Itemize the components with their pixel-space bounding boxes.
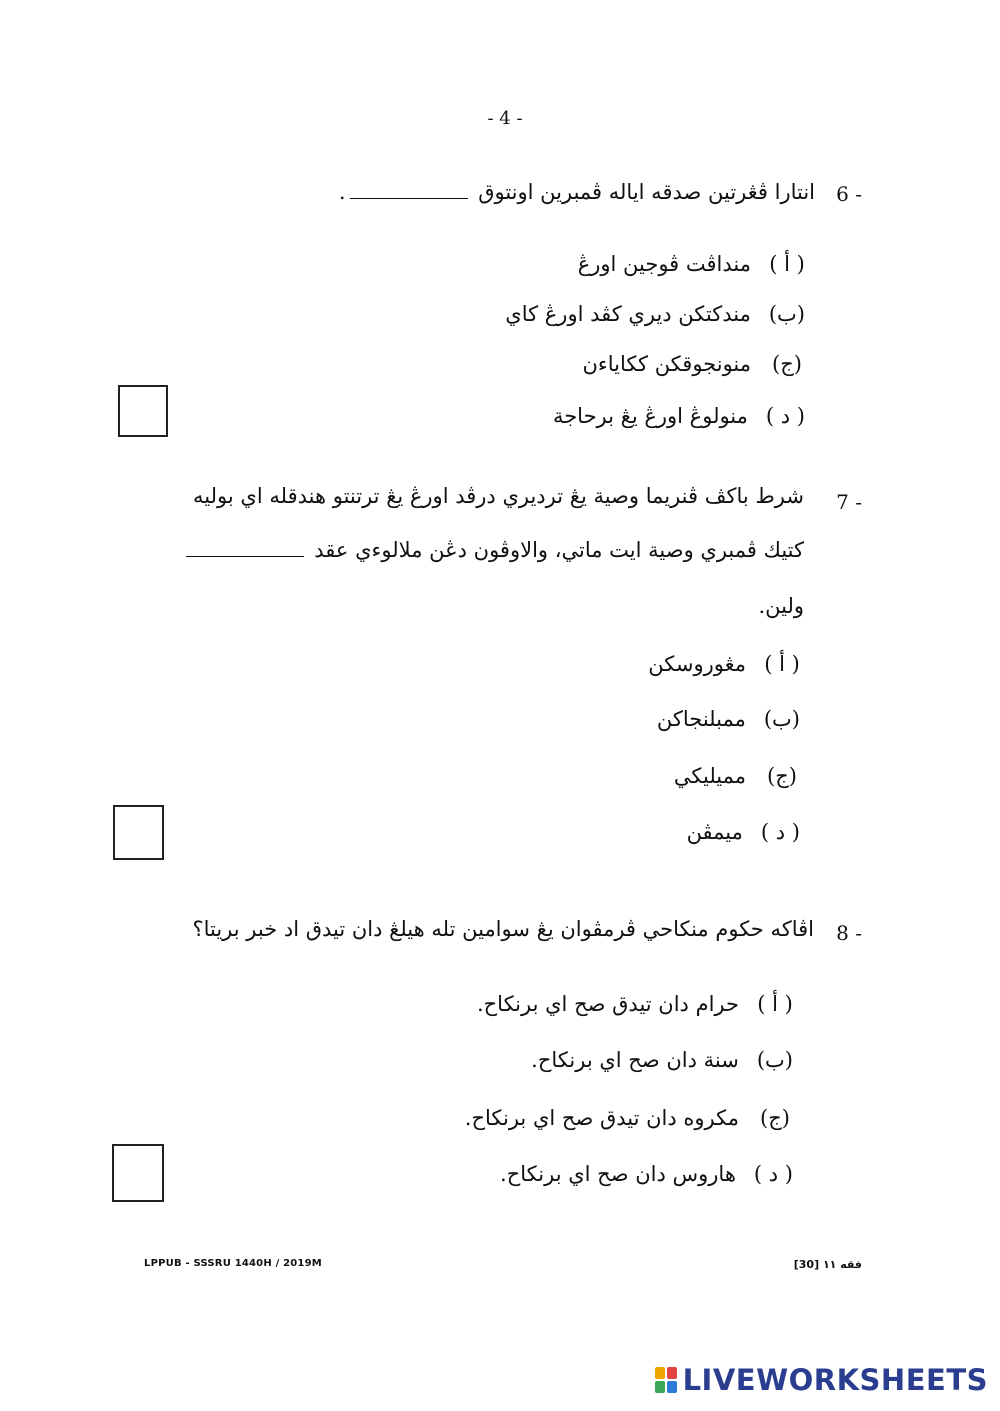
question-stem: كتيك ڤمبري وصية ايت ماتي، والاوڤون دڠن ملالوءي عقد [314, 538, 804, 562]
answer-blank-line [350, 188, 468, 199]
liveworksheets-mark-icon [655, 1367, 677, 1393]
mark-square-3 [655, 1381, 665, 1393]
answer-blank-line [186, 546, 304, 557]
option-letter: (ب) [768, 302, 805, 326]
answer-box[interactable] [112, 1144, 164, 1202]
option-c[interactable] [582, 352, 805, 376]
option-a[interactable] [477, 992, 793, 1016]
question-text-line-2 [182, 538, 804, 562]
option-text: حرام دان تيدق صح اي برنكاح. [476, 992, 739, 1016]
question-number: 7 - [836, 490, 862, 514]
option-letter: ( د ) [760, 820, 800, 844]
option-d[interactable] [687, 820, 800, 844]
option-c[interactable] [674, 764, 800, 788]
answer-box[interactable] [118, 385, 168, 437]
question-number: 6 - [836, 182, 862, 206]
option-letter: (ج) [772, 352, 802, 376]
question-number: 8 - [836, 921, 862, 945]
mark-square-1 [655, 1367, 665, 1379]
option-b[interactable] [531, 1048, 793, 1072]
option-text: مكروه دان تيدق صح اي برنكاح. [464, 1106, 739, 1130]
option-letter: (ج) [767, 764, 797, 788]
option-text: مڠوروسكن [648, 652, 746, 676]
footer-code: LPPUB - SSSRU 1440H / 2019M [144, 1258, 322, 1269]
option-text: منولوڠ اورڠ يڠ برحاجة [552, 404, 748, 428]
option-b[interactable] [505, 302, 805, 326]
mark-square-4 [667, 1381, 677, 1393]
option-text: ميمڤن [686, 820, 743, 844]
option-text: ممبلنجاكن [656, 707, 746, 731]
option-letter: ( د ) [753, 1162, 793, 1186]
option-letter: (ج) [760, 1106, 790, 1130]
mark-square-2 [667, 1367, 677, 1379]
liveworksheets-logo [655, 1363, 988, 1397]
question-text-line-1: شرط باکڤ ڤنريما وصية يڠ ترديري درڤد اورڠ يڠ ترتنتو هندقله اي بوليه [193, 484, 804, 508]
option-d[interactable] [500, 1162, 793, 1186]
option-letter: ( أ ) [757, 992, 793, 1016]
question-stem: انتارا ڤڠرتين صدقه اياله ڤمبرين اونتوق [478, 180, 815, 204]
option-a[interactable] [578, 252, 805, 276]
option-c[interactable] [465, 1106, 793, 1130]
option-b[interactable] [657, 707, 800, 731]
page-number: - 4 - [487, 108, 523, 129]
question-text: اڤاكه حكوم منكاحي ڤرمڤوان يڠ سوامين تله هيلڠ دان تيدق اد خبر بريتا؟ [192, 917, 814, 941]
option-d[interactable] [553, 404, 805, 428]
option-text: منداڤت ڤوجين اورڠ [577, 252, 751, 276]
option-letter: ( أ ) [769, 252, 805, 276]
option-text: سنة دان صح اي برنكاح. [531, 1048, 739, 1072]
option-letter: ( أ ) [764, 652, 800, 676]
option-text: هاروس دان صح اي برنكاح. [500, 1162, 736, 1186]
option-letter: (ب) [756, 1048, 793, 1072]
brand-text: LIVEWORKSHEETS [682, 1363, 988, 1397]
option-a[interactable] [648, 652, 800, 676]
question-text [339, 180, 815, 204]
option-letter: (ب) [763, 707, 800, 731]
question-text-line-3: ولين. [758, 594, 804, 618]
option-text: مميليكي [673, 764, 746, 788]
footer-page-ref: فقه ١١ [30] [793, 1258, 862, 1271]
option-letter: ( د ) [765, 404, 805, 428]
answer-box[interactable] [113, 805, 164, 860]
option-text: منونجوقكن ككاياءن [582, 352, 751, 376]
question-stem-end: . [338, 180, 346, 204]
option-text: مندكتكن ديري كڤد اورڠ كاي [505, 302, 751, 326]
